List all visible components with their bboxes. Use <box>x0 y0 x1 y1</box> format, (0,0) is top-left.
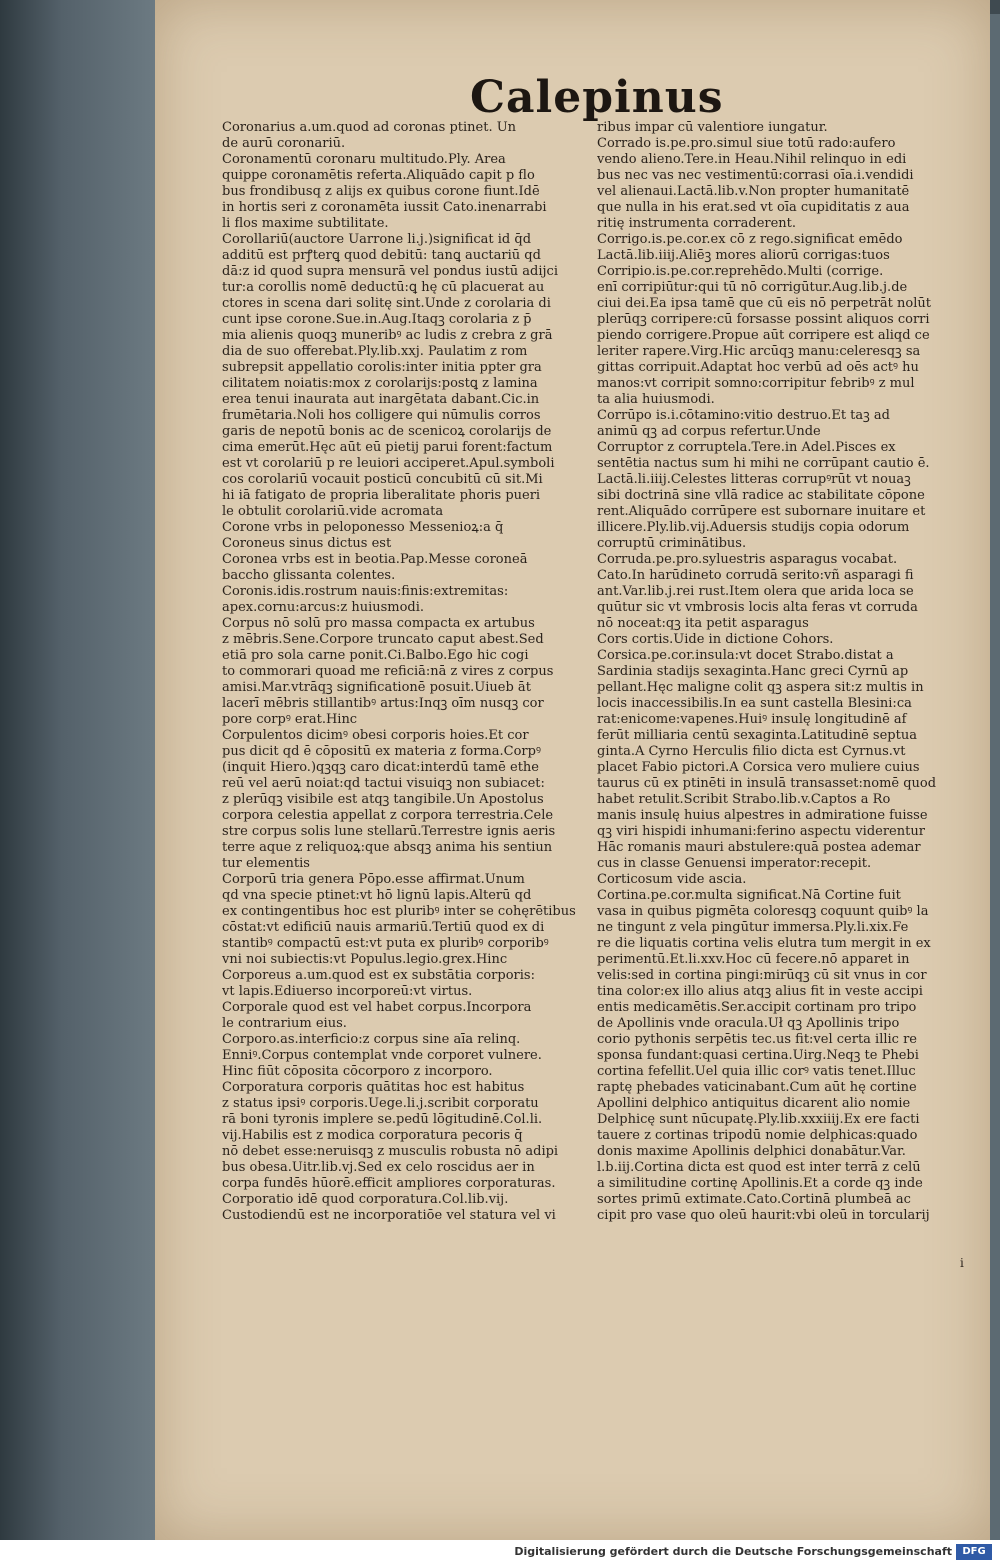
text-line: raptę phebades vaticinabant.Cum aūt hę cortine <box>597 1080 917 1095</box>
digitization-footer <box>0 1540 1000 1564</box>
text-line: plerūqꝫ corripere:cū forsasse possint aliquos corri <box>597 312 930 327</box>
text-line: Corone vrbs in peloponesso Messenioꝝ:a q̄ <box>222 520 504 535</box>
text-line: z mēbris.Sene.Corpore truncato caput abest.Sed <box>222 632 544 647</box>
text-line: Corripio.is.pe.cor.reprehēdo.Multi (corrige. <box>597 264 884 279</box>
text-line: bus obesa.Uitr.lib.vj.Sed ex celo roscidus aer in <box>222 1160 535 1175</box>
text-line: velis:sed in cortina pingi:mirūqꝫ cū sit vnus in cor <box>597 968 927 983</box>
text-line: Coronis.idis.rostrum nauis:finis:extremitas: <box>222 584 509 599</box>
text-line: Corrado is.pe.pro.simul siue totū rado:aufero <box>597 136 896 151</box>
left-text-column <box>222 120 592 1224</box>
text-line: illicere.Ply.lib.vij.Aduersis studijs copia odorum <box>597 520 910 535</box>
right-text-column <box>597 120 977 1224</box>
text-line: Corporeus a.um.quod est ex substātia corporis: <box>222 968 535 983</box>
text-line: cima emerūt.Hęc aūt eū pietij parui forent:factum <box>222 440 553 455</box>
text-line: pus dicit qd̄ ē cōpositū ex materia z forma.Corpꝰ <box>222 744 541 759</box>
text-line: leriter rapere.Virg.Hic arcūqꝫ manu:celeresqꝫ sa <box>597 344 921 359</box>
text-line: animū qꝫ ad corpus refertur.Unde <box>597 424 821 439</box>
text-line: stantibꝰ compactū est:vt puta ex pluribꝰ corporibꝰ <box>222 936 549 951</box>
text-line: vij.Habilis est z modica corporatura pecoris q̄ <box>222 1128 523 1143</box>
text-line: Apollini delphico antiquitus dicarent alio nomie <box>597 1096 911 1111</box>
text-line: Corporo.as.interficio:z corpus sine aīa relinq. <box>222 1032 521 1047</box>
text-line: enī corripiūtur:qui tū nō corrigūtur.Aug.lib.j.de <box>597 280 908 295</box>
text-line: a similitudine cortinę Apollinis.Et a corde qꝫ inde <box>597 1176 923 1191</box>
text-line: piendo corrigere.Propue aūt corripere est aliqd ce <box>597 328 930 343</box>
text-line: Coronarius a.um.quod ad coronas ptinet. Un <box>222 120 517 135</box>
text-line: perimentū.Et.li.xxv.Hoc cū fecere.nō apparet in <box>597 952 910 967</box>
text-line: pellant.Hęc maligne colit qꝫ aspera sit:z multis in <box>597 680 924 695</box>
text-line: quippe coronamētis referta.Aliquādo capit p flo <box>222 168 535 183</box>
text-line: cōstat:vt edificiū nauis armariū.Tertiū quod ex di <box>222 920 545 935</box>
text-line: tur elementis <box>222 856 310 871</box>
text-line: tauere z cortinas tripodū nomie delphicas:quado <box>597 1128 918 1143</box>
text-line: cilitatem noiatis:mox z corolarijs:postꝗ z lamina <box>222 376 538 391</box>
text-line: Corticosum vide ascia. <box>597 872 747 887</box>
text-line: Corsica.pe.cor.insula:vt docet Strabo.distat a <box>597 648 894 663</box>
text-line: re die liquatis cortina velis elutra tum mergit in ex <box>597 936 931 951</box>
text-line: ribus impar cū valentiore iungatur. <box>597 120 828 135</box>
text-line: ciui dei.Ea ipsa tamē que cū eis nō perpetrāt nolūt <box>597 296 931 311</box>
text-line: corpa fundēs hūorē.efficit ampliores corporaturas. <box>222 1176 556 1191</box>
text-line: que nulla in his erat.sed vt oīa cupiditatis z aua <box>597 200 910 215</box>
text-line: entis medicamētis.Ser.accipit cortinam pro tripo <box>597 1000 917 1015</box>
text-line: corio pythonis serpētis tec.us fit:vel certa illic re <box>597 1032 917 1047</box>
text-line: l.b.iij.Cortina dicta est quod est inter terrā z celū <box>597 1160 921 1175</box>
text-line: ginta.A Cyrno Herculis filio dicta est Cyrnus.vt <box>597 744 906 759</box>
text-line: hi iā fatigato de propria liberalitate phoris pueri <box>222 488 541 503</box>
text-line: nō noceat:qꝫ ita petit asparagus <box>597 616 809 631</box>
text-line: Corporatura corporis quātitas hoc est habitus <box>222 1080 525 1095</box>
text-line: est vt corolariū p re leuiori acciperet.Apul.symboli <box>222 456 555 471</box>
text-line: Sardinia stadijs sexaginta.Hanc greci Cyrnū ap <box>597 664 909 679</box>
text-line: rā boni tyronis implere se.pedū lōgitudinē.Col.li. <box>222 1112 543 1127</box>
text-line: bus frondibusq z alijs ex quibus corone fiunt.Idē <box>222 184 540 199</box>
text-line: cipit pro vase quo oleū haurit:vbi oleū in torcularij <box>597 1208 930 1223</box>
text-line: ex contingentibus hoc est pluribꝰ inter se cohęrētibus <box>222 904 576 919</box>
text-line: dia de suo offerebat.Ply.lib.xxj. Paulatim z rom <box>222 344 528 359</box>
text-line: Coronea vrbs est in beotia.Pap.Messe coroneā <box>222 552 528 567</box>
text-line: le obtulit corolariū.vide acromata <box>222 504 444 519</box>
text-line: ne tingunt z vela pingūtur immersa.Ply.li.xix.Fe <box>597 920 909 935</box>
text-line: qd̄ vna specie ptinet:vt hō lignū lapis.Alterū qd̄ <box>222 888 532 903</box>
text-line: Corruda.pe.pro.syluestris asparagus vocabat. <box>597 552 898 567</box>
text-line: ant.Var.lib.j.rei rust.Item olera que arida loca se <box>597 584 914 599</box>
running-title: Calepinus <box>470 72 724 123</box>
text-line: taurus cū ex ptinēti in insulā transasset:nomē quod <box>597 776 937 791</box>
text-line: cortina fefellit.Uel quia illic corꝰ vatis tenet.Illuc <box>597 1064 916 1079</box>
text-line: de aurū coronariū. <box>222 136 346 151</box>
text-line: nō debet esse:neruisqꝫ z musculis robusta nō adipi <box>222 1144 559 1159</box>
text-line: corruptū criminātibus. <box>597 536 747 551</box>
text-line: garis de nepotū bonis ac de scenicoꝝ corolarijs de <box>222 424 552 439</box>
text-line: subrepsit appellatio corolis:inter initia ppter gra <box>222 360 542 375</box>
text-line: vendo alieno.Tere.in Heau.Nihil relinquo in edi <box>597 152 907 167</box>
text-line: Hinc fiūt cōposita cōcorporo z incorporo. <box>222 1064 493 1079</box>
text-line: z status ipsiꝰ corporis.Uege.li.j.scribit corporatu <box>222 1096 539 1111</box>
text-line: rat:enicome:vapenes.Huiꝰ insulę longitudinē af <box>597 712 907 727</box>
text-line: erea tenui inaurata aut inargētata dabant.Cic.in <box>222 392 540 407</box>
text-line: reū vel aerū noiat:qd̄ tactui visuiqꝫ non subiacet: <box>222 776 545 791</box>
text-line: Cortina.pe.cor.multa significat.Nā Cortine fuit <box>597 888 901 903</box>
text-line: Corporū tria genera Pōpo.esse affirmat.Unum <box>222 872 525 887</box>
text-line: Corrigo.is.pe.cor.ex cō z rego.significat emēdo <box>597 232 903 247</box>
text-line: in hortis seri z coronamēta iussit Cato.inenarrabi <box>222 200 547 215</box>
text-line: corpora celestia appellat z corpora terrestria.Cele <box>222 808 554 823</box>
text-line: tur:a corollis nomē deductū:ꝗ hę cū placuerat au <box>222 280 545 295</box>
text-line: additū est prꝭterꝗ quod debitū: tanꝗ auctariū qd <box>222 248 541 263</box>
text-line: Hāc romanis mauri abstulere:quā postea ademar <box>597 840 921 855</box>
text-line: dā:z id quod supra mensurā vel pondus iustū adijci <box>222 264 558 279</box>
text-line: qꝫ viri hispidi inhumani:ferino aspectu viderentur <box>597 824 925 839</box>
text-line: vasa in quibus pigmēta coloresqꝫ coquunt quibꝰ la <box>597 904 929 919</box>
text-line: lacerī mēbris stillantibꝰ artus:Inqꝫ oīm nusqꝫ cor <box>222 696 544 711</box>
text-line: de Apollinis vnde oracula.Uł qꝫ Apollinis tripo <box>597 1016 900 1031</box>
text-line: Cato.In harūdineto corrudā serito:vñ asparagi fi <box>597 568 914 583</box>
text-line: quūtur sic vt vmbrosis locis alta feras vt corruda <box>597 600 918 615</box>
text-line: vni noi subiectis:vt Populus.legio.grex.Hinc <box>222 952 508 967</box>
funding-credit: Digitalisierung gefördert durch die Deutsche Forschungsgemeinschaft <box>514 1545 952 1558</box>
catchword: i <box>960 1256 964 1270</box>
text-line: cus in classe Genuensi imperator:recepit. <box>597 856 872 871</box>
text-line: Delphicę sunt nūcupatę.Ply.lib.xxxiiij.Ex ere facti <box>597 1112 920 1127</box>
text-line: ctores in scena dari solitę sint.Unde z corolaria di <box>222 296 551 311</box>
text-line: pore corpꝰ erat.Hinc <box>222 712 358 727</box>
text-line: Corollariū(auctore Uarrone li.j.)significat id q̄d <box>222 232 532 247</box>
text-line: frumētaria.Noli hos colligere qui nūmulis corros <box>222 408 541 423</box>
text-line: baccho glissanta colentes. <box>222 568 396 583</box>
text-line: mia alienis quoqꝫ muneribꝰ ac ludis z crebra z grā <box>222 328 553 343</box>
text-line: Lactā.lib.iiij.Aliēꝫ mores aliorū corrigas:tuos <box>597 248 890 263</box>
text-line: Coronamentū coronaru multitudo.Ply. Area <box>222 152 506 167</box>
text-line: Corporale quod est vel habet corpus.Incorpora <box>222 1000 532 1015</box>
text-line: manis insulę huius alpestres in admiratione fuisse <box>597 808 928 823</box>
text-line: ferūt milliaria centū sexaginta.Latitudinē septua <box>597 728 917 743</box>
text-line: Custodiendū est ne incorporatiōe vel statura vel vi <box>222 1208 556 1223</box>
text-line: vel alienaui.Lactā.lib.v.Non propter humanitatē <box>597 184 910 199</box>
text-line: placet Fabio pictori.A Corsica vero muliere cuius <box>597 760 920 775</box>
text-line: Coroneus sinus dictus est <box>222 536 392 551</box>
text-line: sentētia nactus sum hi mihi ne corrūpant cautio ē. <box>597 456 930 471</box>
text-line: stre corpus solis lune stellarū.Terrestre ignis aeris <box>222 824 556 839</box>
text-line: sponsa fundant:quasi certina.Uirg.Neqꝫ te Phebi <box>597 1048 919 1063</box>
text-line: sibi doctrinā sine vllā radice ac stabilitate cōpone <box>597 488 925 503</box>
text-line: le contrarium eius. <box>222 1016 347 1031</box>
text-line: Cors cortis.Uide in dictione Cohors. <box>597 632 834 647</box>
text-line: Lactā.li.iiij.Celestes litteras corrupꝰrūt vt nouaꝫ <box>597 472 911 487</box>
text-line: locis inaccessibilis.In ea sunt castella Blesini:ca <box>597 696 912 711</box>
text-line: donis maxime Apollinis delphici donabātur.Var. <box>597 1144 906 1159</box>
text-line: apex.cornu:arcus:z huiusmodi. <box>222 600 425 615</box>
text-line: Corruptor z corruptela.Tere.in Adel.Pisces ex <box>597 440 896 455</box>
text-line: rent.Aliquādo corrūpere est subornare inuitare et <box>597 504 926 519</box>
text-line: vt lapis.Ediuerso incorporeū:vt virtus. <box>222 984 473 999</box>
text-line: Corpus nō solū pro massa compacta ex artubus <box>222 616 535 631</box>
text-line: terre aque z reliquoꝝ:que absqꝫ anima his sentiun <box>222 840 553 855</box>
text-line: etiā pro sola carne ponit.Ci.Balbo.Ego hic cogi <box>222 648 529 663</box>
text-line: manos:vt corripit somno:corripitur febribꝰ z mul <box>597 376 915 391</box>
text-line: li flos maxime subtilitate. <box>222 216 389 231</box>
text-line: ritię instrumenta corraderent. <box>597 216 797 231</box>
text-line: ta alia huiusmodi. <box>597 392 715 407</box>
text-line: sortes primū extimate.Cato.Cortinā plumbeā ac <box>597 1192 911 1207</box>
text-line: Corrūpo is.i.cōtamino:vitio destruo.Et taꝫ ad <box>597 408 890 423</box>
dfg-logo: DFG <box>956 1544 992 1560</box>
text-line: (inquit Hiero.)qꝫqꝫ caro dicat:interdū tamē ethe <box>222 760 539 775</box>
text-line: bus nec vas nec vestimentū:corrasi oīa.i.vendidi <box>597 168 914 183</box>
text-line: cunt ipse corone.Sue.in.Aug.Itaqꝫ corolaria z p̄ <box>222 312 532 327</box>
text-line: tina color:ex illo alius atqꝫ alius fit in veste accipi <box>597 984 923 999</box>
book-edge-left <box>0 0 155 1540</box>
text-line: amisi.Mar.vtrāqꝫ significationē posuit.Uiueb āt <box>222 680 531 695</box>
text-line: cos corolariū vocauit posticū concubitū cū sit.Mi <box>222 472 543 487</box>
text-line: Enniꝰ.Corpus contemplat vnde corporet vulnere. <box>222 1048 542 1063</box>
text-line: habet retulit.Scribit Strabo.lib.v.Captos a Ro <box>597 792 891 807</box>
text-line: Corpulentos dicimꝰ obesi corporis hoies.Et cor <box>222 728 529 743</box>
text-line: gittas corripuit.Adaptat hoc verbū ad oēs actꝰ hu <box>597 360 919 375</box>
text-line: z plerūqꝫ visibile est atqꝫ tangibile.Un Apostolus <box>222 792 544 807</box>
text-line: Corporatio idē quod corporatura.Col.lib.vij. <box>222 1192 509 1207</box>
text-line: to commorari quoad me reficiā:nā z vires z corpus <box>222 664 554 679</box>
